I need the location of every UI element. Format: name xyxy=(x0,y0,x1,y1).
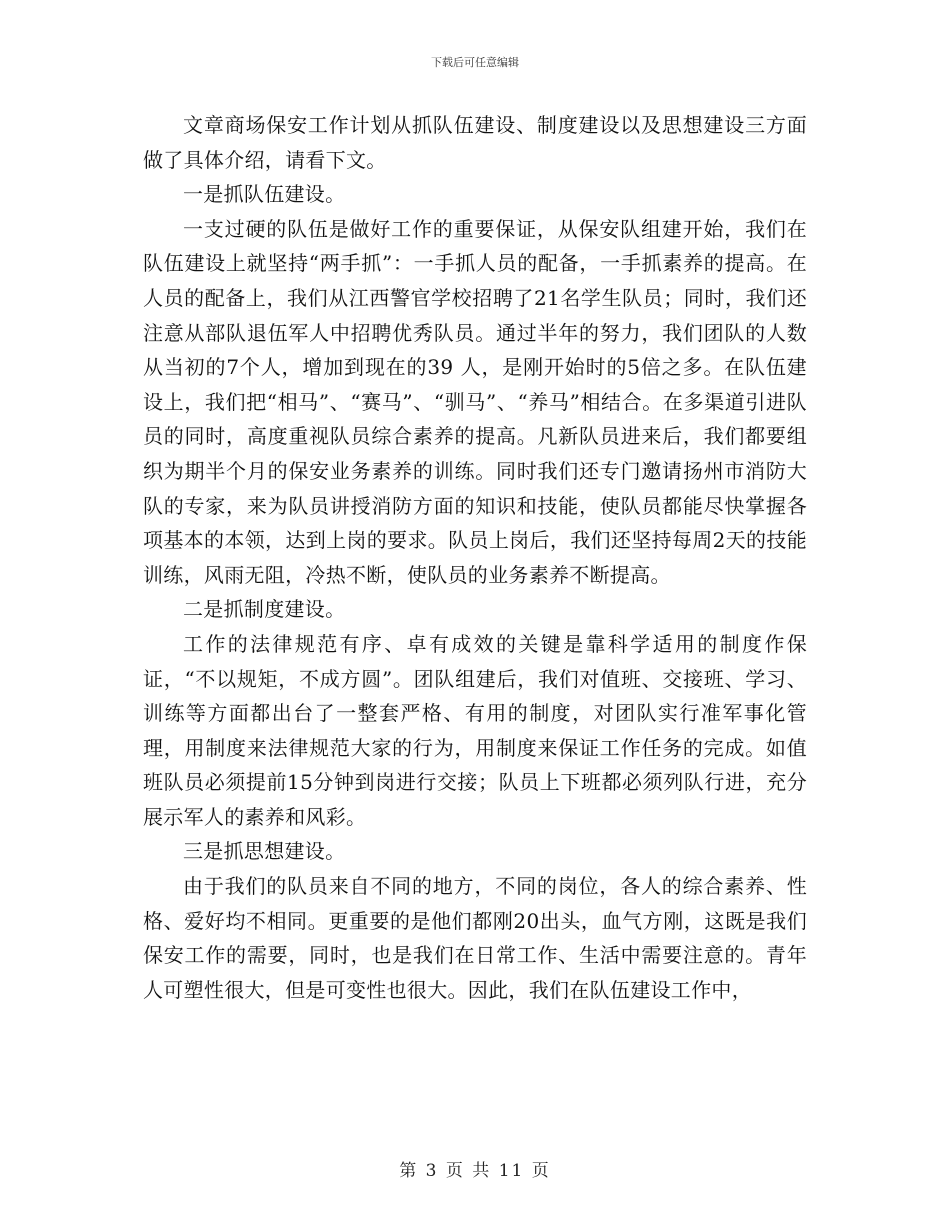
page-header: 下载后可任意编辑 xyxy=(431,56,519,69)
section-heading-team: 一是抓队伍建设。 xyxy=(183,182,346,207)
team-building-paragraph: 一支过硬的队伍是做好工作的重要保证，从保安队组建开始，我们在队伍建设上就坚持“两手抓”：一手抓人员的配备，一手抓素养的提高。在人员的配备上，我们从江西警官学校招聘了21名学生队员；同时，我们还注意从部队退伍军人中招聘优秀队员。通过半年的努力，我们团队的人数从当初的7个人，增加到现在的39 人，是刚开始时的5倍之多。在队伍建设上，我们把“相马”、“赛马”、“驯马”、“养马”相结合。在多渠道引进队员的同时，高度重视队员综合素养的提高。凡新队员进来后，我们都要组织为期半个月的保安业务素养的训练。同时我们还专门邀请扬州市消防大队的专家，来为队员讲授消防方面的知识和技能，使队员都能尽快掌握各项基本的本领，达到上岗的要求。队员上岗后，我们还坚持每周2天的技能训练，风雨无阻，冷热不断，使队员的业务素养不断提高。 xyxy=(143,216,807,587)
ideology-building-paragraph: 由于我们的队员来自不同的地方，不同的岗位，各人的综合素养、性格、爱好均不相同。更重要的是他们都刚20出头，血气方刚，这既是我们保安工作的需要，同时，也是我们在日常工作、生活中需要注意的。青年人可塑性很大，但是可变性也很大。因此，我们在队伍建设工作中， xyxy=(143,874,807,1002)
intro-paragraph: 文章商场保安工作计划从抓队伍建设、制度建设以及思想建设三方面做了具体介绍，请看下文。 xyxy=(143,113,807,172)
page-number-footer: 第 3 页 共 11 页 xyxy=(399,1161,551,1181)
document-body xyxy=(143,108,807,1007)
section-heading-system: 二是抓制度建设。 xyxy=(183,597,346,622)
section-heading-ideology: 三是抓思想建设。 xyxy=(183,839,346,864)
system-building-paragraph: 工作的法律规范有序、卓有成效的关键是靠科学适用的制度作保证，“不以规矩，不成方圆”。团队组建后，我们对值班、交接班、学习、训练等方面都出台了一整套严格、有用的制度，对团队实行准军事化管理，用制度来法律规范大家的行为，用制度来保证工作任务的完成。如值班队员必须提前15分钟到岗进行交接；队员上下班都必须列队行进，充分展示军人的素养和风彩。 xyxy=(143,631,807,829)
